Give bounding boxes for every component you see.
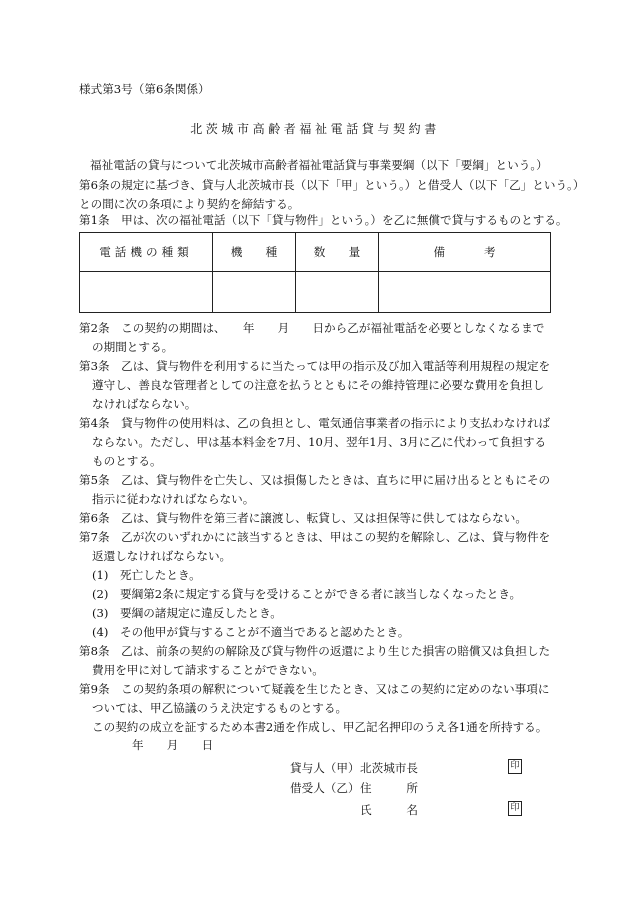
article-8-line-2: 費用を甲に対して請求することができない。: [92, 663, 324, 677]
preamble-line-3: との間に次の条項により契約を締結する。: [79, 197, 300, 211]
article-4-line-3: ものとする。: [92, 454, 162, 468]
table-header-remarks: [379, 233, 551, 272]
form-number: 様式第3号（第6条関係）: [79, 82, 210, 96]
table-cell-type: [80, 272, 213, 313]
article-3-line-1: 第3条 乙は、貸与物件を利用するに当たっては甲の指示及び加入電話等利用規程の規定を: [79, 359, 551, 373]
table-cell-remarks: [379, 272, 551, 313]
date-line: 年 月 日: [132, 738, 214, 752]
goods-table: [79, 232, 551, 313]
article-1: 第1条 甲は、次の福祉電話（以下「貸与物件」という。）を乙に無償で貸与するものとする。: [79, 213, 568, 227]
preamble-line-1: 福祉電話の貸与について北茨城市高齢者福祉電話貸与事業要綱（以下「要綱」という。）: [90, 158, 548, 172]
table-header-remarks-1: 備: [433, 245, 446, 259]
lender-label: 貸与人（甲）: [290, 761, 360, 775]
article-9-line-2: ついては、甲乙協議のうえ決定するものとする。: [92, 701, 348, 715]
article-9-line-1: 第9条 この契約条項の解釈について疑義を生じたとき、又はこの契約に定めのない事項に: [79, 682, 550, 696]
article-3-line-2: 遵守し、善良な管理者としての注意を払うとともにその維持管理に必要な費用を負担し: [92, 378, 545, 392]
lender-seal: 印: [508, 759, 522, 774]
article-3-line-3: なければならない。: [92, 397, 197, 411]
article-2-line-1: 第2条 この契約の期間は、 年 月 日から乙が福祉電話を必要としなくなるまで: [79, 321, 545, 335]
lender-name: 北茨城市長: [360, 761, 418, 775]
article-4-line-2: ならない。ただし、甲は基本料金を7月、10月、翌年1月、3月に乙に代わって負担する: [92, 435, 547, 449]
table-cell-quantity: [296, 272, 379, 313]
article-7-item-3: (3) 要綱の諸規定に違反したとき。: [92, 606, 282, 620]
article-2-line-2: の期間とする。: [92, 340, 174, 354]
address-label: 住 所: [360, 781, 418, 795]
table-header-row: [80, 233, 551, 272]
closing-statement: この契約の成立を証するため本書2通を作成し、甲乙記名押印のうえ各1通を所持する。: [92, 720, 548, 734]
article-7-item-4: (4) その他甲が貸与することが不適当であると認めたとき。: [92, 625, 410, 639]
table-header-remarks-2: 考: [483, 245, 496, 259]
article-6-line-1: 第6条 乙は、貸与物件を第三者に譲渡し、転貸し、又は担保等に供してはならない。: [79, 511, 527, 525]
article-7-item-2: (2) 要綱第2条に規定する貸与を受けることができる者に該当しなくなったとき。: [92, 587, 522, 601]
article-7-item-1: (1) 死亡したとき。: [92, 568, 201, 582]
article-5-line-2: 指示に従わなければならない。: [92, 492, 255, 506]
page-title: 北茨城市高齢者福祉電話貸与契約書: [190, 122, 440, 136]
article-7-line-2: 返還しなければならない。: [92, 549, 232, 563]
preamble-line-2: 第6条の規定に基づき、貸与人北茨城市長（以下「甲」という。）と借受人（以下「乙」という。）: [79, 178, 585, 192]
table-header-model: 機 種: [213, 233, 296, 272]
borrower-seal: 印: [508, 801, 522, 816]
article-7-line-1: 第7条 乙が次のいずれかにに該当するときは、甲はこの契約を解除し、乙は、貸与物件を: [79, 530, 551, 544]
table-header-type: 電話機の種類: [80, 233, 213, 272]
article-5-line-1: 第5条 乙は、貸与物件を亡失し、又は損傷したときは、直ちに甲に届け出るとともにその: [79, 473, 551, 487]
table-cell-model: [213, 272, 296, 313]
borrower-label: 借受人（乙）: [290, 781, 360, 795]
table-header-quantity: 数 量: [296, 233, 379, 272]
article-4-line-1: 第4条 貸与物件の使用料は、乙の負担とし、電気通信事業者の指示により支払わなければ: [79, 416, 551, 430]
name-label: 氏 名: [360, 803, 418, 817]
table-row: [80, 272, 551, 313]
article-8-line-1: 第8条 乙は、前条の契約の解除及び貸与物件の返還により生じた損害の賠償又は負担した: [79, 644, 551, 658]
